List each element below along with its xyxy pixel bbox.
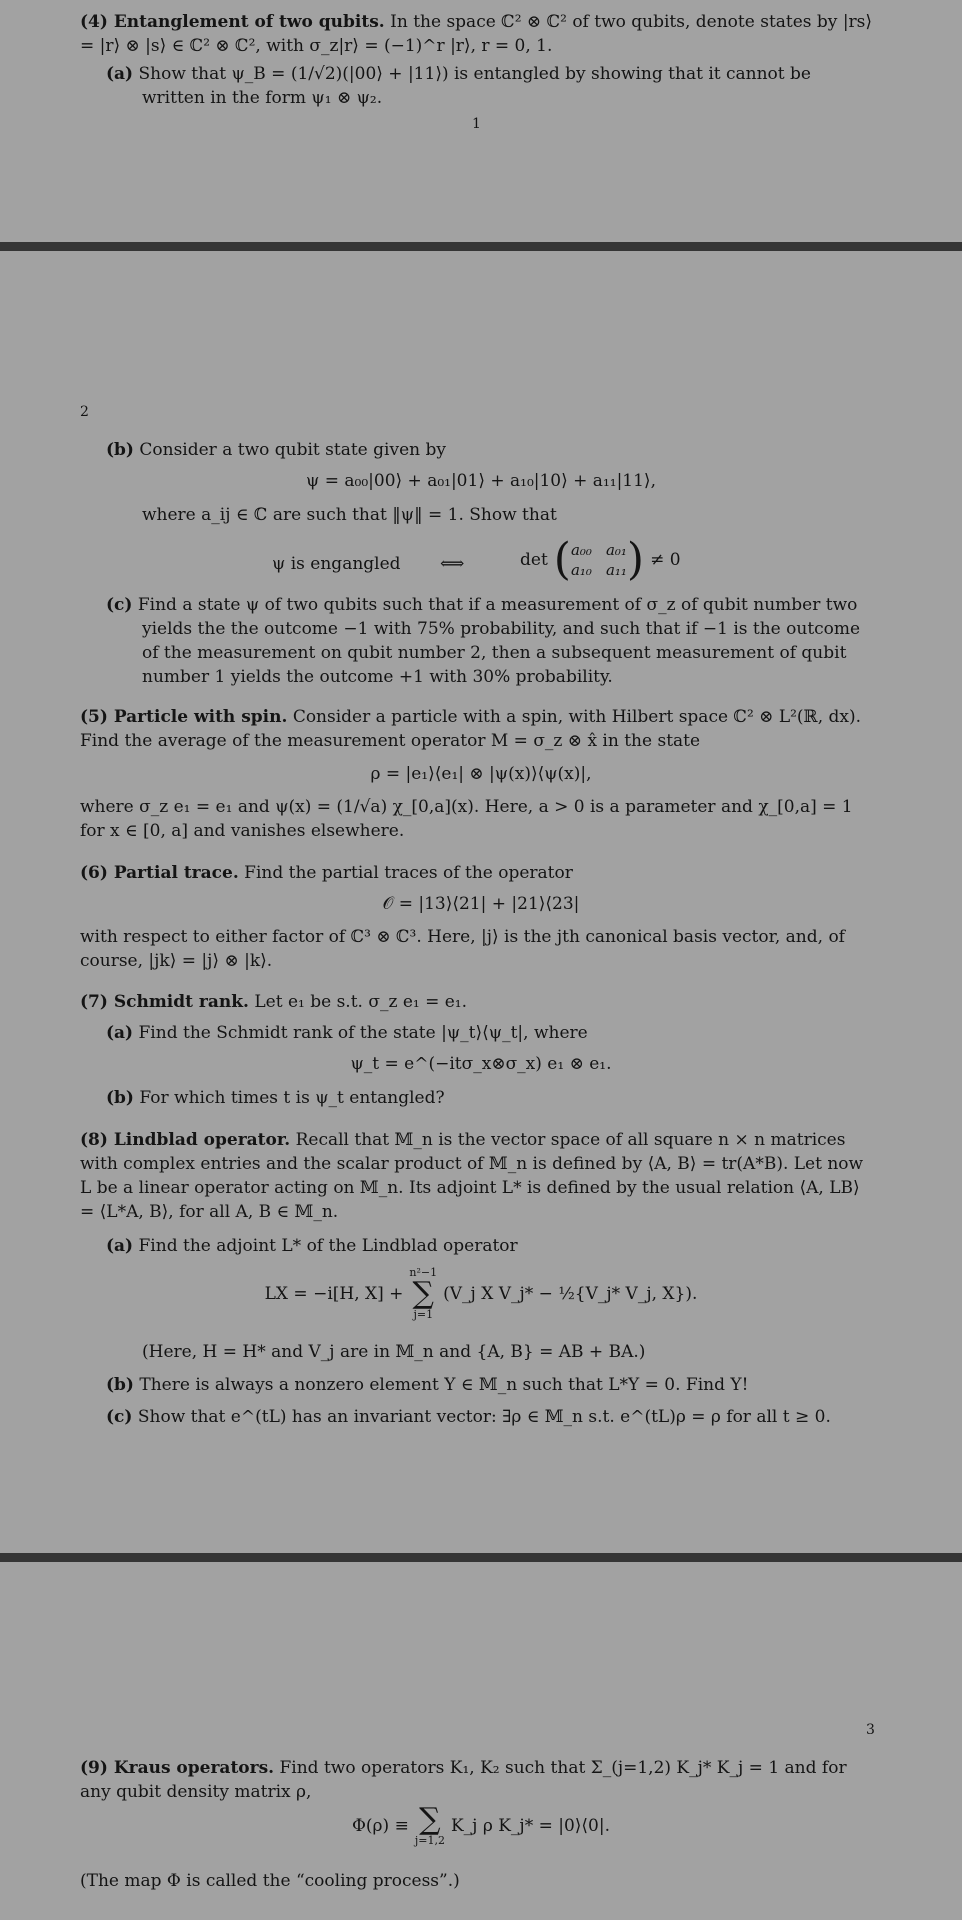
problem-8b-text: There is always a nonzero element Y ∈ 𝕄_n such that L*Y = 0. Find Y! bbox=[139, 1375, 749, 1395]
problem-7a-equation: ψ_t = e^(−itσ_x⊗σ_x) e₁ ⊗ e₁. bbox=[350, 1054, 612, 1074]
problem-5-intro-text: Consider a particle with a spin, with Hilbert space ℂ² ⊗ L²(ℝ, dx). Find the average of the measurement operator M = σ_z ⊗ x̂ in the state bbox=[80, 707, 862, 751]
problem-4a bbox=[106, 62, 874, 110]
condition-lhs: ψ is engangled bbox=[272, 554, 401, 574]
problem-7a bbox=[106, 1021, 874, 1045]
page-number-2: 2 bbox=[80, 404, 89, 420]
page-1 bbox=[0, 0, 962, 242]
problem-7a-text: Find the Schmidt rank of the state |ψ_t⟩⟨ψ_t|, where bbox=[138, 1023, 588, 1043]
summation-symbol: n²−1 ∑ j=1 bbox=[409, 1266, 438, 1321]
problem-6-intro bbox=[80, 861, 874, 885]
page-number-1: 1 bbox=[472, 116, 481, 132]
problem-4-title: (4) Entanglement of two qubits. bbox=[80, 12, 385, 32]
problem-8-intro-text: Recall that 𝕄_n is the vector space of all square n × n matrices with complex entries and the scalar product of 𝕄_n is defined by ⟨A, B⟩ = tr(A*B). Let now L be a linear operator acting on 𝕄_n. Its adjoint L* is defined by the usual relation ⟨A, LB⟩ = ⟨L*A, B⟩, for all A, B ∈ 𝕄_n. bbox=[80, 1130, 864, 1222]
summation-symbol: ∑ j=1,2 bbox=[414, 1802, 445, 1847]
problem-5-title: (5) Particle with spin. bbox=[80, 707, 288, 727]
problem-4-intro bbox=[80, 10, 874, 58]
problem-4b-label: (b) bbox=[106, 440, 134, 460]
problem-4c-label: (c) bbox=[106, 595, 133, 615]
problem-4c bbox=[106, 593, 874, 689]
iff-symbol: ⟺ bbox=[440, 554, 465, 574]
lindblad-lhs: LX = −i[H, X] + bbox=[264, 1284, 404, 1304]
problem-4b-condition bbox=[0, 536, 962, 592]
problem-8a-label: (a) bbox=[106, 1236, 134, 1256]
problem-5-text: where σ_z e₁ = e₁ and ψ(x) = (1/√a) χ_[0,a](x). Here, a > 0 is a parameter and χ_[0,a] = 1 for x ∈ [0, a] and vanishes elsewhere. bbox=[80, 797, 853, 841]
problem-4a-text: Show that ψ_B = (1/√2)(|00⟩ + |11⟩) is entangled by showing that it cannot be written in the form ψ₁ ⊗ ψ₂. bbox=[138, 64, 811, 108]
page-number-3: 3 bbox=[866, 1722, 875, 1738]
sum-lower-limit: j=1 bbox=[413, 1308, 434, 1321]
kraus-equation bbox=[0, 1802, 962, 1847]
problem-9-title: (9) Kraus operators. bbox=[80, 1758, 275, 1778]
problem-4-intro-text: In the space ℂ² ⊗ ℂ² of two qubits, denote states by |rs⟩ = |r⟩ ⊗ |s⟩ ∈ ℂ² ⊗ ℂ², with σ_z|r⟩ = (−1)^r |r⟩, r = 0, 1. bbox=[80, 12, 873, 56]
problem-8-title: (8) Lindblad operator. bbox=[80, 1130, 291, 1150]
page-2 bbox=[0, 251, 962, 1553]
problem-7b-label: (b) bbox=[106, 1088, 134, 1108]
problem-4b-intro: Consider a two qubit state given by bbox=[139, 440, 446, 460]
not-equal-zero: ≠ 0 bbox=[650, 550, 681, 570]
problem-4b-equation: ψ = a₀₀|00⟩ + a₀₁|01⟩ + a₁₀|10⟩ + a₁₁|11⟩, bbox=[306, 471, 656, 491]
problem-4c-text: Find a state ψ of two qubits such that if a measurement of σ_z of qubit number two yields the the outcome −1 with 75% probability, and such that if −1 is the outcome of the measurement on qubit number 2, then a subsequent measurement of qubit number 1 yields the outcome +1 with 30% probability. bbox=[137, 595, 861, 687]
matrix-entry: a₀₀ bbox=[570, 541, 592, 559]
problem-4a-label: (a) bbox=[106, 64, 134, 84]
matrix-entry: a₁₀ bbox=[570, 561, 592, 579]
kraus-rhs: K_j ρ K_j* = |0⟩⟨0|. bbox=[450, 1816, 611, 1836]
sum-upper-limit: n²−1 bbox=[409, 1266, 438, 1279]
problem-8c bbox=[106, 1405, 874, 1429]
problem-8c-label: (c) bbox=[106, 1407, 133, 1427]
problem-8c-text: Show that e^(tL) has an invariant vector: ∃ρ ∈ 𝕄_n s.t. e^(tL)ρ = ρ for all t ≥ 0. bbox=[137, 1407, 831, 1427]
problem-6-equation: 𝒪 = |13⟩⟨21| + |21⟩⟨23| bbox=[382, 894, 580, 914]
problem-8a-note: (Here, H = H* and V_j are in 𝕄_n and {A, B} = AB + BA.) bbox=[142, 1342, 646, 1362]
matrix-entry: a₁₁ bbox=[605, 561, 627, 579]
problem-4b-text1 bbox=[106, 438, 874, 462]
problem-7a-label: (a) bbox=[106, 1023, 134, 1043]
lindblad-equation bbox=[0, 1267, 962, 1321]
problem-8-intro bbox=[80, 1128, 874, 1224]
problem-9-note: (The map Φ is called the “cooling process”.) bbox=[80, 1871, 460, 1891]
page-3 bbox=[0, 1561, 962, 1920]
problem-8a-text: Find the adjoint L* of the Lindblad operator bbox=[138, 1236, 518, 1256]
problem-6-intro-text: Find the partial traces of the operator bbox=[244, 863, 573, 883]
lindblad-rhs: (V_j X V_j* − ½{V_j* V_j, X}). bbox=[443, 1284, 698, 1304]
problem-9-intro bbox=[80, 1756, 874, 1804]
problem-4b-text2: where a_ij ∈ ℂ are such that ‖ψ‖ = 1. Show that bbox=[142, 505, 557, 525]
sum-lower-limit: j=1,2 bbox=[414, 1834, 445, 1847]
coefficient-matrix: ( a₀₀ a₀₁ a₁₀ a₁₁ ) bbox=[553, 534, 645, 585]
problem-6-title: (6) Partial trace. bbox=[80, 863, 239, 883]
problem-7-title: (7) Schmidt rank. bbox=[80, 992, 249, 1012]
problem-8b bbox=[106, 1373, 874, 1397]
matrix-entry: a₀₁ bbox=[605, 541, 627, 559]
problem-7-intro-text: Let e₁ be s.t. σ_z e₁ = e₁. bbox=[254, 992, 468, 1012]
kraus-lhs: Φ(ρ) ≡ bbox=[351, 1816, 409, 1836]
problem-8a bbox=[106, 1234, 874, 1258]
problem-6-text: with respect to either factor of ℂ³ ⊗ ℂ³. Here, |j⟩ is the jth canonical basis vector, and, of course, |jk⟩ = |j⟩ ⊗ |k⟩. bbox=[80, 927, 845, 971]
problem-5-equation: ρ = |e₁⟩⟨e₁| ⊗ |ψ(x)⟩⟨ψ(x)|, bbox=[370, 764, 592, 784]
det-label: det bbox=[520, 550, 548, 570]
determinant-expression bbox=[520, 534, 681, 585]
page-divider-1 bbox=[0, 242, 962, 251]
problem-7b-text: For which times t is ψ_t entangled? bbox=[139, 1088, 445, 1108]
problem-7-intro bbox=[80, 990, 874, 1014]
problem-7b bbox=[106, 1086, 874, 1110]
problem-9-intro-text: Find two operators K₁, K₂ such that Σ_(j=1,2) K_j* K_j = 1 and for any qubit density matrix ρ, bbox=[80, 1758, 847, 1802]
problem-8b-label: (b) bbox=[106, 1375, 134, 1395]
problem-5-intro bbox=[80, 705, 874, 753]
